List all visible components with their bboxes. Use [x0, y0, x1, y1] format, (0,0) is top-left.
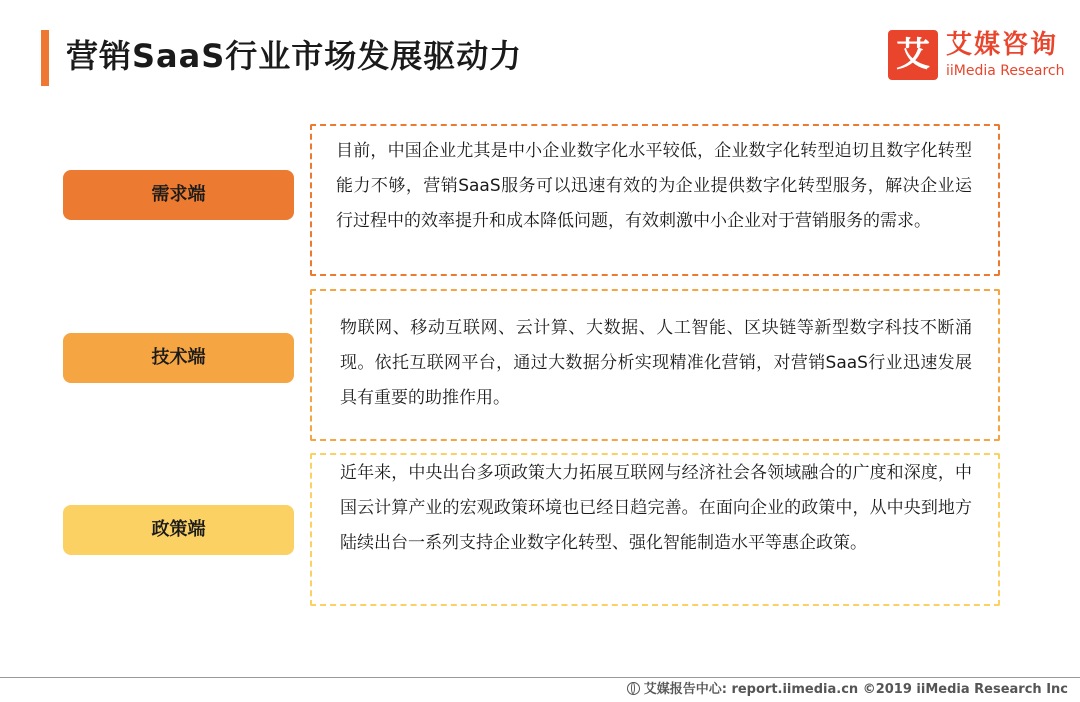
footer-text: 艾媒报告中心: report.iimedia.cn ©2019 iiMedia Research Inc	[643, 682, 1068, 697]
policy-text: 近年来，中央出台多项政策大力拓展互联网与经济社会各领域融合的广度和深度，中国云计算产业的宏观政策环境也已经日趋完善。在面向企业的政策中，从中央到地方陆续出台一系列支持企业数字化转型、强化智能制造水平等惠企政策。	[340, 463, 972, 553]
demand-label: 需求端	[63, 170, 294, 220]
policy-label: 政策端	[63, 505, 294, 555]
demand-box	[310, 124, 1000, 276]
globe-icon	[627, 682, 640, 695]
footer-divider	[0, 677, 1080, 678]
policy-box	[310, 453, 1000, 606]
title-accent-bar	[41, 30, 49, 86]
brand-logo-icon: 艾	[888, 30, 938, 80]
tech-box	[310, 289, 1000, 441]
brand-logo-block	[888, 30, 1068, 82]
tech-text: 物联网、移动互联网、云计算、大数据、人工智能、区块链等新型数字科技不断涌现。依托互联网平台，通过大数据分析实现精准化营销，对营销SaaS行业迅速发展具有重要的助推作用。	[340, 318, 972, 408]
tech-label: 技术端	[63, 333, 294, 383]
page-title: 营销SaaS行业市场发展驱动力	[66, 37, 523, 75]
demand-text: 目前，中国企业尤其是中小企业数字化水平较低，企业数字化转型迫切且数字化转型能力不够，营销SaaS服务可以迅速有效的为企业提供数字化转型服务，解决企业运行过程中的效率提升和成本降低问题，有效刺激中小企业对于营销服务的需求。	[336, 141, 972, 231]
brand-name: 艾媒咨询	[946, 30, 1059, 60]
brand-english-name: iiMedia Research	[946, 63, 1065, 79]
footer	[627, 681, 1068, 699]
